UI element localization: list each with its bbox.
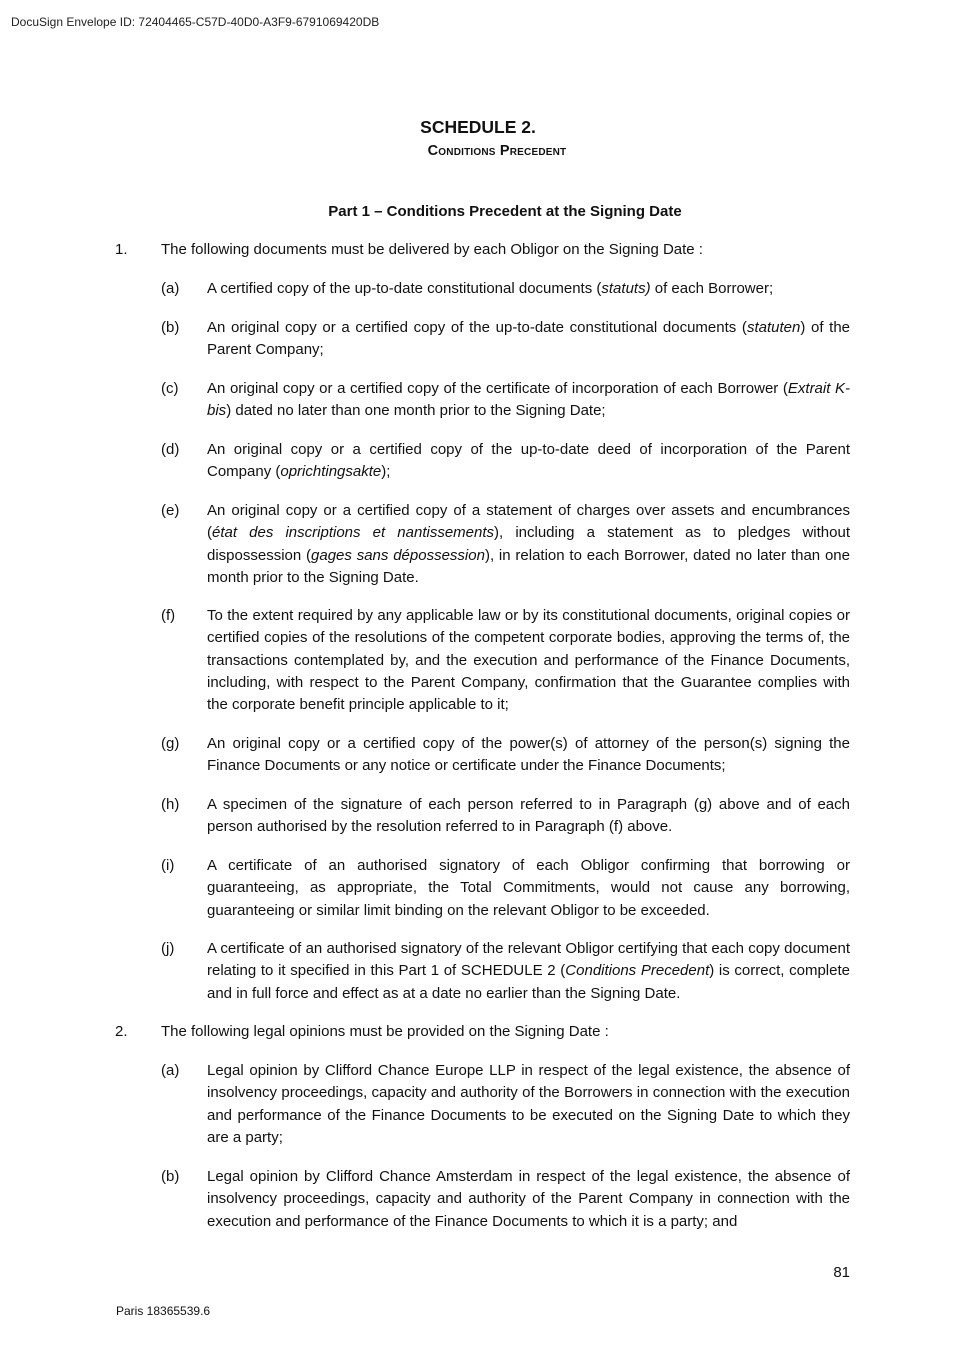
item-text: An original copy or a certified copy of the power(s) of attorney of the person(s) signing the Finance Documents or any notice or certificate under the Finance Documents; bbox=[207, 735, 850, 775]
item-label: (f) bbox=[161, 607, 176, 624]
item-text: To the extent required by any applicable law or by its constitutional documents, original copies or certified copies of the resolutions of the competent corporate bodies, approving the terms of, the transactions contemplated by, and the execution and performance of the Finance Documents, including, with respect to the Parent Company, confirmation that the Guarantee complies with the corporate benefit principle applicable to it; bbox=[207, 607, 850, 714]
envelope-id: DocuSign Envelope ID: 72404465-C57D-40D0-A3F9-6791069420DB bbox=[11, 15, 380, 29]
item-text: A certified copy of the up-to-date constitutional documents (statuts) of each Borrower; bbox=[207, 280, 774, 297]
item-text: An original copy or a certified copy of the certificate of incorporation of each Borrower (Extrait K-bis) dated no later than one month prior to the Signing Date; bbox=[207, 380, 850, 420]
item-label: (a) bbox=[161, 1062, 180, 1079]
item-text: A specimen of the signature of each person referred to in Paragraph (g) above and of each person authorised by the resolution referred to in Paragraph (f) above. bbox=[207, 796, 850, 836]
part-heading: Part 1 – Conditions Precedent at the Signing Date bbox=[328, 203, 682, 220]
schedule-subtitle: Conditions Precedent bbox=[427, 143, 567, 159]
item-label: (h) bbox=[161, 796, 180, 813]
section-2-text: The following legal opinions must be provided on the Signing Date : bbox=[161, 1023, 609, 1040]
item-text: An original copy or a certified copy of the up-to-date deed of incorporation of the Parent Company (oprichtingsakte); bbox=[207, 441, 850, 481]
item-text: A certificate of an authorised signatory of the relevant Obligor certifying that each copy document relating to it specified in this Part 1 of SCHEDULE 2 (Conditions Precedent) is correct, complete and in full force and effect as at a date no earlier than the Signing Date. bbox=[207, 940, 850, 1002]
item-label: (b) bbox=[161, 1168, 180, 1185]
section-1-number: 1. bbox=[115, 241, 128, 258]
item-label: (d) bbox=[161, 441, 180, 458]
item-text: An original copy or a certified copy of a statement of charges over assets and encumbrances (état des inscriptions et nantissements), including a statement as to pledges without dispossession (gages sans dépossession), in relation to each Borrower, dated no later than one month prior to the Signing Date. bbox=[207, 502, 850, 586]
item-label: (e) bbox=[161, 502, 180, 519]
item-label: (j) bbox=[161, 940, 175, 957]
item-label: (a) bbox=[161, 280, 180, 297]
document-reference: Paris 18365539.6 bbox=[116, 1304, 211, 1318]
item-label: (c) bbox=[161, 380, 179, 397]
section-2-number: 2. bbox=[115, 1023, 128, 1040]
item-text: An original copy or a certified copy of the up-to-date constitutional documents (statuten) of the Parent Company; bbox=[207, 319, 851, 359]
item-text: Legal opinion by Clifford Chance Amsterdam in respect of the legal existence, the absence of insolvency proceedings, capacity and authority of the Parent Company in connection with the execution and performance of the Finance Documents to which it is a party; and bbox=[207, 1168, 850, 1230]
item-label: (b) bbox=[161, 319, 180, 336]
item-label: (g) bbox=[161, 735, 180, 752]
section-1-text: The following documents must be delivered by each Obligor on the Signing Date : bbox=[161, 241, 703, 258]
item-label: (i) bbox=[161, 857, 175, 874]
schedule-title: SCHEDULE 2. bbox=[420, 117, 536, 137]
item-text: Legal opinion by Clifford Chance Europe LLP in respect of the legal existence, the absence of insolvency proceedings, capacity and authority of the Borrowers in connection with the execution and performance of the Finance Documents to be executed on the Signing Date to which they are a party; bbox=[207, 1062, 850, 1146]
item-text: A certificate of an authorised signatory of each Obligor confirming that borrowing or guaranteeing, as appropriate, the Total Commitments, would not cause any borrowing, guaranteeing or similar limit binding on the relevant Obligor to be exceeded. bbox=[207, 857, 850, 919]
page-number: 81 bbox=[833, 1264, 850, 1281]
